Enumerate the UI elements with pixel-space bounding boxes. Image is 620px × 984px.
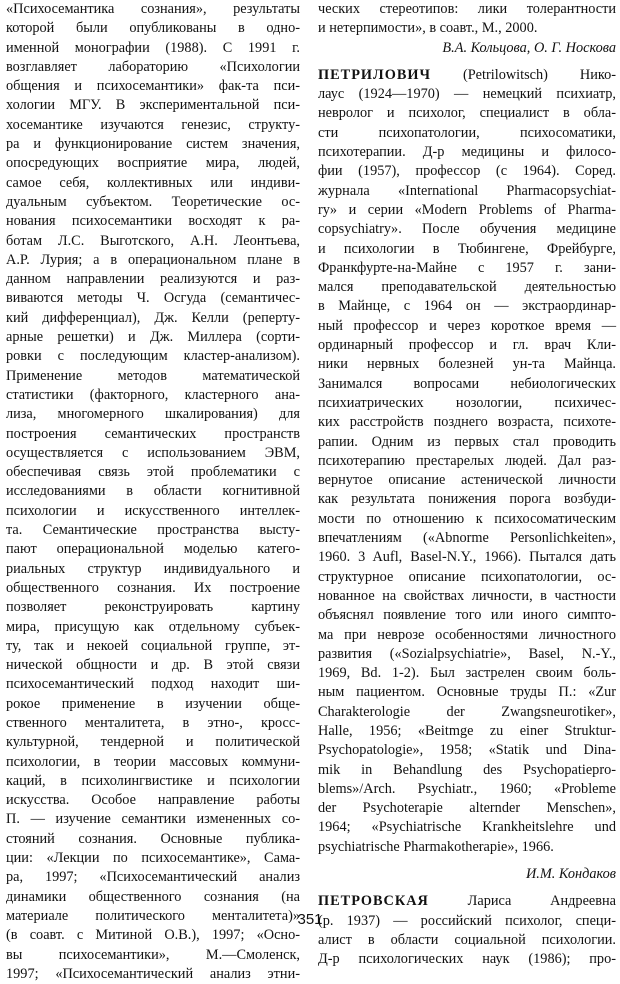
text-line: ровки с последующим кластер-анализом). (6, 348, 300, 365)
text-line: (в соавт. с Митиной О.В.), 1997; «Осно- (6, 927, 300, 944)
text-line: психотерапию престарелых людей. Дал раз- (318, 452, 616, 469)
entry-heading-line (318, 892, 616, 911)
text-line: динамики общественного сознания (на (6, 888, 300, 905)
text-line: Франкфурте-на-Майне с 1957 г. зани- (318, 259, 616, 276)
text-line: материале политического менталитета)» (6, 907, 300, 924)
entry-headword: ПЕТРИЛОВИЧ (318, 66, 431, 83)
text-line: искусства. Особое направление работы (6, 792, 300, 809)
text-line: самое себя, коллективных или индиви- (6, 174, 300, 191)
text-line: объяснял появление того или иного симпто- (318, 607, 616, 624)
text-line: впечатлениям («Abnorme Personlichkeiten», (318, 530, 616, 547)
text-line: та. Семантические пространства высту- (6, 522, 300, 539)
text-line: ным пациентом. Основные труды П.: «Zur (318, 684, 616, 701)
entry-body (318, 85, 616, 857)
text-line: А.Р. Лурия; а в операциональном плане в (6, 251, 300, 268)
text-line: нической общности и др. В этой связи (6, 657, 300, 674)
text-line: пают операциональной моделью катего- (6, 541, 300, 558)
text-line: структурное описание психопатологии, ос- (318, 568, 616, 585)
text-line: ких расстройств позднего возраста, психоте- (318, 414, 616, 431)
text-line: риальных структур индивидуального и (6, 560, 300, 577)
text-line: алист в области социальной психологии. (318, 931, 616, 948)
text-line: именной монографии (1988). С 1991 г. (6, 39, 300, 56)
text-line: 1960. 3 Aufl, Basel-N.Y., 1966). Пытался дать (318, 549, 616, 566)
text-line: ный профессор и через короткое время — (318, 317, 616, 334)
text-line: позволяет реконструировать картину (6, 599, 300, 616)
text-line: psychiatrische Pharmakotherapie», 1966. (318, 838, 554, 855)
entry-heading-line (318, 66, 616, 85)
text-line: виваются методы Ч. Осгуда (семантичес- (6, 290, 300, 307)
text-line: хологии МГУ. В экспериментальной пси- (6, 97, 300, 114)
text-line: стояний сознания. Основные публика- (6, 830, 300, 847)
text-line: Psychopatologie», 1958; «Statik und Dina- (318, 742, 616, 759)
text-line: ра, 1997; «Психосемантический анализ (6, 869, 300, 886)
text-line: рокое применение в изучении обще- (6, 695, 300, 712)
text-line: ческих стереотипов: лики толерантности (318, 1, 616, 17)
text-line: лиза, многомерного шкалирования) для (6, 406, 300, 423)
text-line: исследованиями в области когнитивной (6, 483, 300, 500)
text-line: возглавляет лабораторию «Психологии (6, 58, 300, 75)
text-line: ту, так и некоей социальной группе, эт- (6, 637, 300, 654)
text-line: ботам Л.С. Выготского, А.Н. Леонтьева, (6, 232, 300, 249)
entry-heading-rest: (Petrilowitsch) Нико- (462, 66, 617, 83)
text-line: нованное на свойствах личности, в частности (318, 587, 616, 604)
text-line: П. — изучение семантики измененных со- (6, 811, 300, 828)
continued-entry-text (318, 0, 616, 39)
entry-headword: ПЕТРОВСКАЯ (318, 893, 429, 910)
text-line: вернутое описание астенической личности (318, 472, 616, 489)
text-line: развития («Sozialpsychiatrie», Basel, N.-Y., (318, 645, 616, 662)
text-line: каций, в психолингвистике и психологии (6, 772, 300, 789)
text-line: сти психопатологии, психосоматики, (318, 124, 616, 141)
text-line: 1964; «Psychiatrische Krankheitslehre und (318, 819, 616, 836)
text-line: статистики (факторного, кластерного ана- (6, 386, 300, 403)
text-line: мира, присущую как отдельному субъек- (6, 618, 300, 635)
text-line: фии (1957), профессор (с 1964). Соред. (318, 163, 616, 180)
text-line: Занимался вопросами небиологических (318, 375, 616, 392)
text-line: blems»/Arch. Psychiatr., 1960; «Probleme (318, 780, 616, 797)
text-line: 1969, Bd. 1-2). Был застрелен своим боль- (318, 665, 616, 682)
text-line: хосемантике изучаются генезис, структу- (6, 116, 300, 133)
entry-author: И.М. Кондаков (525, 866, 616, 883)
text-line: психологии, в теории массовых коммуни- (6, 753, 300, 770)
text-line: опосредующих восприятие мира, людей, (6, 155, 300, 172)
text-line: общения и психосемантики» фак-та пси- (6, 78, 300, 95)
text-line: вы психосемантики», М.—Смоленск, (6, 946, 300, 963)
right-column (318, 0, 616, 970)
entry-author: В.А. Кольцова, О. Г. Носкова (442, 39, 616, 56)
text-line: общественного сознания. Их построение (6, 579, 300, 596)
text-line: журнала «International Pharmacopsychiat- (318, 182, 616, 199)
text-line: ма при неврозе особенностями личностного (318, 626, 616, 643)
text-line: психиатрических нозологии, психичес- (318, 394, 616, 411)
text-line: mik in Behandlung des Psychopatiepro- (318, 761, 616, 778)
text-line: Применение методов математической (6, 367, 300, 384)
text-line: обеспечивая связь этой проблематики с (6, 464, 300, 481)
text-line: культурной, тендерной и политической (6, 734, 300, 751)
text-line: невролог и психолог, специалист в обла- (318, 105, 616, 122)
text-line: Charakterologie der Zwangsneurotiker», (318, 703, 616, 720)
text-line: и психологии в Тюбингене, Фрейбурге, (318, 240, 616, 257)
page-number: 351 (297, 911, 323, 928)
text-line: построения семантических пространств (6, 425, 300, 442)
text-line: мался преподавательской деятельностью (318, 279, 616, 296)
text-line: дуальным субъектом. Теоретические ос- (6, 193, 300, 210)
text-line: der Psychoterapie alternder Menschen», (318, 800, 616, 817)
text-line: нования психосемантики восходят к ра- (6, 213, 300, 230)
text-line: ра и функционирование систем значения, (6, 136, 300, 153)
text-line: рапии. Одним из первых стал проводить (318, 433, 616, 450)
text-line: психологии и искусственного интеллек- (6, 502, 300, 519)
text-line: психосемантический подход находит ши- (6, 676, 300, 693)
text-line: осуществляется с использованием ЭВМ, (6, 444, 300, 461)
text-line: которой были опубликованы в одно- (6, 20, 300, 37)
text-line: «Психосемантика сознания», результаты (6, 1, 300, 17)
text-line: как результата понижения порога возбуди- (318, 491, 616, 508)
text-line: лаус (1924—1970) — немецкий психиатр, (318, 86, 616, 103)
text-line: в Майнце, с 1964 он — экстраординар- (318, 298, 616, 315)
text-line: 1997; «Психосемантический анализ этни- (6, 965, 300, 982)
text-line: мости по отношению к психосоматическим (318, 510, 616, 527)
text-line: Д-р психологических наук (1986); про- (318, 951, 616, 968)
text-line: арные решетки) и Дж. Миллера (сорти- (6, 329, 300, 346)
text-line: ники нервных болезней ун-та Майнца. (318, 356, 616, 373)
text-line: ственного менталитета, в этно-, кросс- (6, 714, 300, 731)
entry-heading-rest: Лариса Андреевна (467, 893, 617, 910)
text-line: данном направлении реализуются и раз- (6, 271, 300, 288)
text-line: и нетерпимости», в соавт., М., 2000. (318, 20, 538, 37)
text-line: (р. 1937) — российский психолог, специ- (318, 912, 616, 929)
text-line: Halle, 1956; «Beitmge zu einer Struktur- (318, 722, 616, 739)
text-line: ординарный профессор и гл. врач Кли- (318, 337, 616, 354)
text-line: ry» и серии «Modern Problems of Pharma- (318, 201, 616, 218)
text-line: ции: «Лекции по психосемантике», Сама- (6, 850, 300, 867)
left-column (6, 0, 300, 984)
text-line: кий дифференциал), Дж. Келли (реперту- (6, 309, 300, 326)
text-line: copsychiatry». После обучения медицине (318, 221, 616, 238)
text-line: психотерапии. Д-р медицины и филосо- (318, 144, 616, 161)
